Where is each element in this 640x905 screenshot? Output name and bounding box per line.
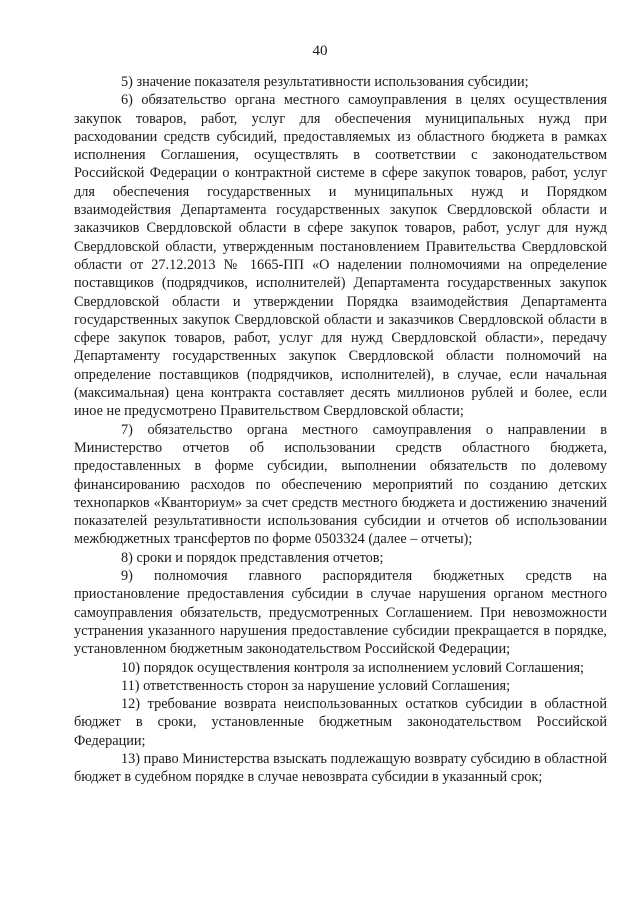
paragraph-item-9: 9) полномочия главного распорядителя бюджетных средств на приостановление предоставления субсидии в случае нарушения органом местного самоуправления обязательств, предусмотренных Соглашением. При невозможности устранения указанного нарушения предоставление субсидии прекращается в порядке, установленном бюджетным законодательством Российской Федерации; <box>74 568 607 658</box>
paragraph-item-5: 5) значение показателя результативности использования субсидии; <box>121 74 529 90</box>
paragraph-item-8: 8) сроки и порядок представления отчетов; <box>121 549 384 566</box>
page-number: 40 <box>312 43 328 59</box>
paragraph-item-13: 13) право Министерства взыскать подлежащую возврату субсидию в областной бюджет в судебном порядке в случае невозврата субсидии в указанный срок; <box>74 750 607 786</box>
paragraph-item-6: 6) обязательство органа местного самоуправления в целях осуществления закупок товаров, работ, услуг для обеспечения муниципальных нужд при расходовании средств субсидий, предоставляемых из областного бюджета в рамках исполнения Соглашения, осуществлять в соответствии с законодательством Российской Федерации о контрактной системе в сфере закупок товаров, работ, услуг для обеспечения государственных и муниципальных нужд и Порядком взаимодействия Департамента государственных закупок Свердловской области и заказчиков Свердловской области в сфере закупок товаров, работ, услуг для нужд Свердловской области, утвержденным постановлением Правительства Свердловской области от 27.12.2013 № 1665-ПП «О наделении полномочиями на определение поставщиков (подрядчиков, исполнителей) Департамента государственных закупок Свердловской области и утверждении Порядка взаимодействия Департамента государственных закупок Свердловской области и заказчиков Свердловской области в сфере закупок товаров, работ, услуг для нужд Свердловской области», передачу Департаменту государственных закупок Свердловской области полномочий на определение поставщиков (подрядчиков, исполнителей), в случае, если начальная (максимальная) цена контракта составляет десять миллионов рублей и более, если иное не предусмотрено Правительством Свердловской области; <box>74 92 607 420</box>
paragraph-item-11: 11) ответственность сторон за нарушение условий Соглашения; <box>121 677 511 694</box>
paragraph-item-10: 10) порядок осуществления контроля за исполнением условий Соглашения; <box>121 659 585 676</box>
paragraph-item-12: 12) требование возврата неиспользованных остатков субсидии в областной бюджет в сроки, установленные бюджетным законодательством Российской Федерации; <box>74 696 607 749</box>
document-body <box>74 73 607 787</box>
paragraph-item-7: 7) обязательство органа местного самоуправления о направлении в Министерство отчетов об использовании средств областного бюджета, предоставленных в форме субсидии, выполнении обязательств по долевому финансированию расходов по обеспечению мероприятий по созданию детских технопарков «Кванториум» за счет средств местного бюджета и достижению значений показателей результативности использования субсидии и отчетов об использовании межбюджетных трансфертов по форме 0503324 (далее – отчеты); <box>74 421 607 548</box>
